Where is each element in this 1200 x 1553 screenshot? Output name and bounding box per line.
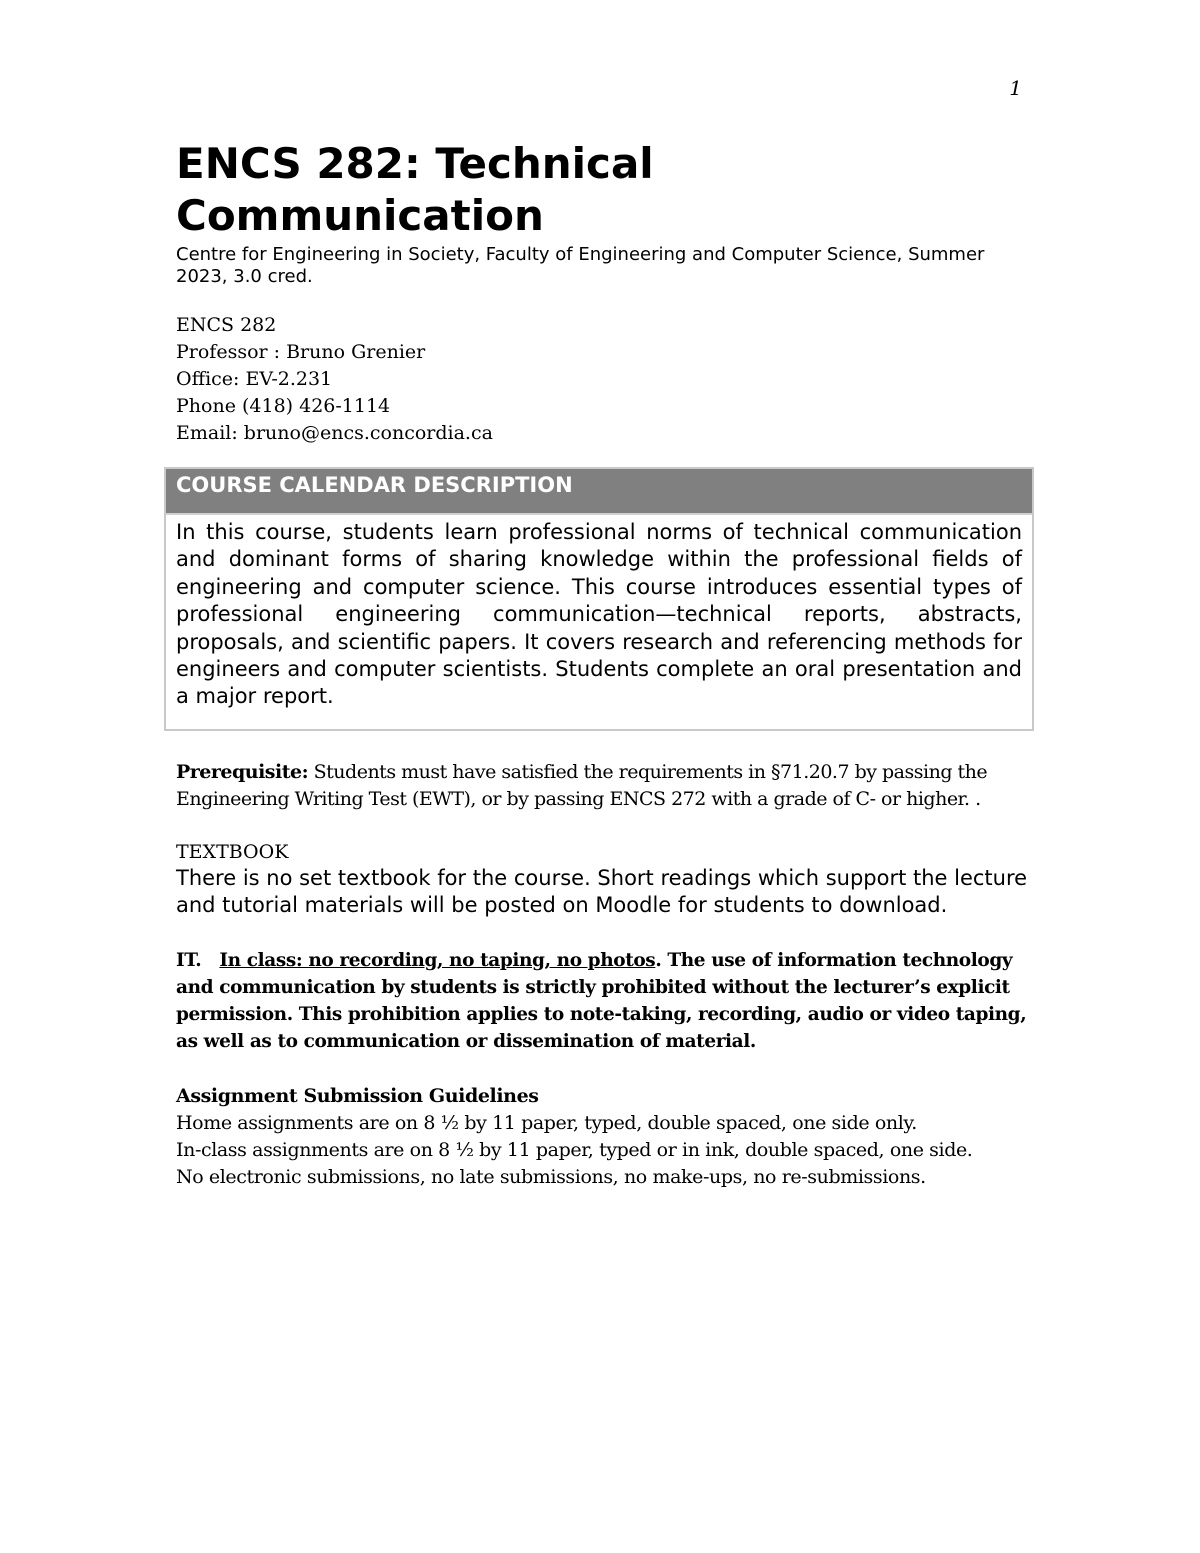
document-body bbox=[176, 138, 1036, 1191]
course-code: ENCS 282 bbox=[176, 314, 277, 336]
it-policy-text: . The use of information technology and communication by students is strictly prohibited without the lecturer’s explicit permission. This prohibition applies to note-taking, recording, audio or video taping, as well as to communication or dissemination of material. bbox=[176, 949, 1027, 1052]
course-info bbox=[176, 312, 1036, 447]
guideline-line: No electronic submissions, no late submissions, no make-ups, no re-submissions. bbox=[176, 1165, 926, 1188]
calendar-description-heading: COURSE CALENDAR DESCRIPTION bbox=[166, 469, 1032, 515]
it-policy-paragraph bbox=[176, 947, 1036, 1055]
prerequisite-text: Students must have satisfied the requirements in §71.20.7 by passing the Engineering Writing Test (EWT), or by passing ENCS 272 with a grade of C- or higher. . bbox=[176, 760, 988, 810]
guidelines-title: Assignment Submission Guidelines bbox=[176, 1084, 539, 1107]
submission-guidelines bbox=[176, 1083, 1036, 1191]
it-policy-underlined: In class: no recording, no taping, no photos bbox=[219, 949, 656, 971]
textbook-heading: TEXTBOOK bbox=[176, 840, 289, 863]
it-policy-label: IT. bbox=[176, 949, 220, 971]
prerequisite-paragraph bbox=[176, 759, 1036, 813]
guideline-line: In-class assignments are on 8 ½ by 11 paper, typed or in ink, double spaced, one side. bbox=[176, 1138, 973, 1161]
prerequisite-label: Prerequisite: bbox=[176, 760, 309, 783]
page-number: 1 bbox=[1009, 76, 1022, 100]
course-title: ENCS 282: Technical Communication bbox=[176, 139, 654, 240]
textbook-body: There is no set textbook for the course. Short readings which support the lecture and tutorial materials will be posted on Moodle for students to download. bbox=[176, 865, 1028, 918]
guideline-line: Home assignments are on 8 ½ by 11 paper, typed, double spaced, one side only. bbox=[176, 1111, 917, 1134]
office-line: Office: EV-2.231 bbox=[176, 368, 333, 390]
course-subtitle: Centre for Engineering in Society, Faculty of Engineering and Computer Science, Summer 2023, 3.0 cred. bbox=[176, 244, 985, 287]
professor-line: Professor : Bruno Grenier bbox=[176, 341, 426, 363]
calendar-description-box bbox=[164, 467, 1034, 731]
calendar-description-body: In this course, students learn professional norms of technical communication and dominant forms of sharing knowledge within the professional fields of engineering and computer science. This course introduces essential types of professional engineering communication—technical reports, abstracts, proposals, and scientific papers. It covers research and referencing methods for engineers and computer scientists. Students complete an oral presentation and a major report. bbox=[176, 520, 1022, 709]
email-line: Email: bruno@encs.concordia.ca bbox=[176, 422, 493, 444]
phone-line: Phone (418) 426-1114 bbox=[176, 395, 391, 417]
